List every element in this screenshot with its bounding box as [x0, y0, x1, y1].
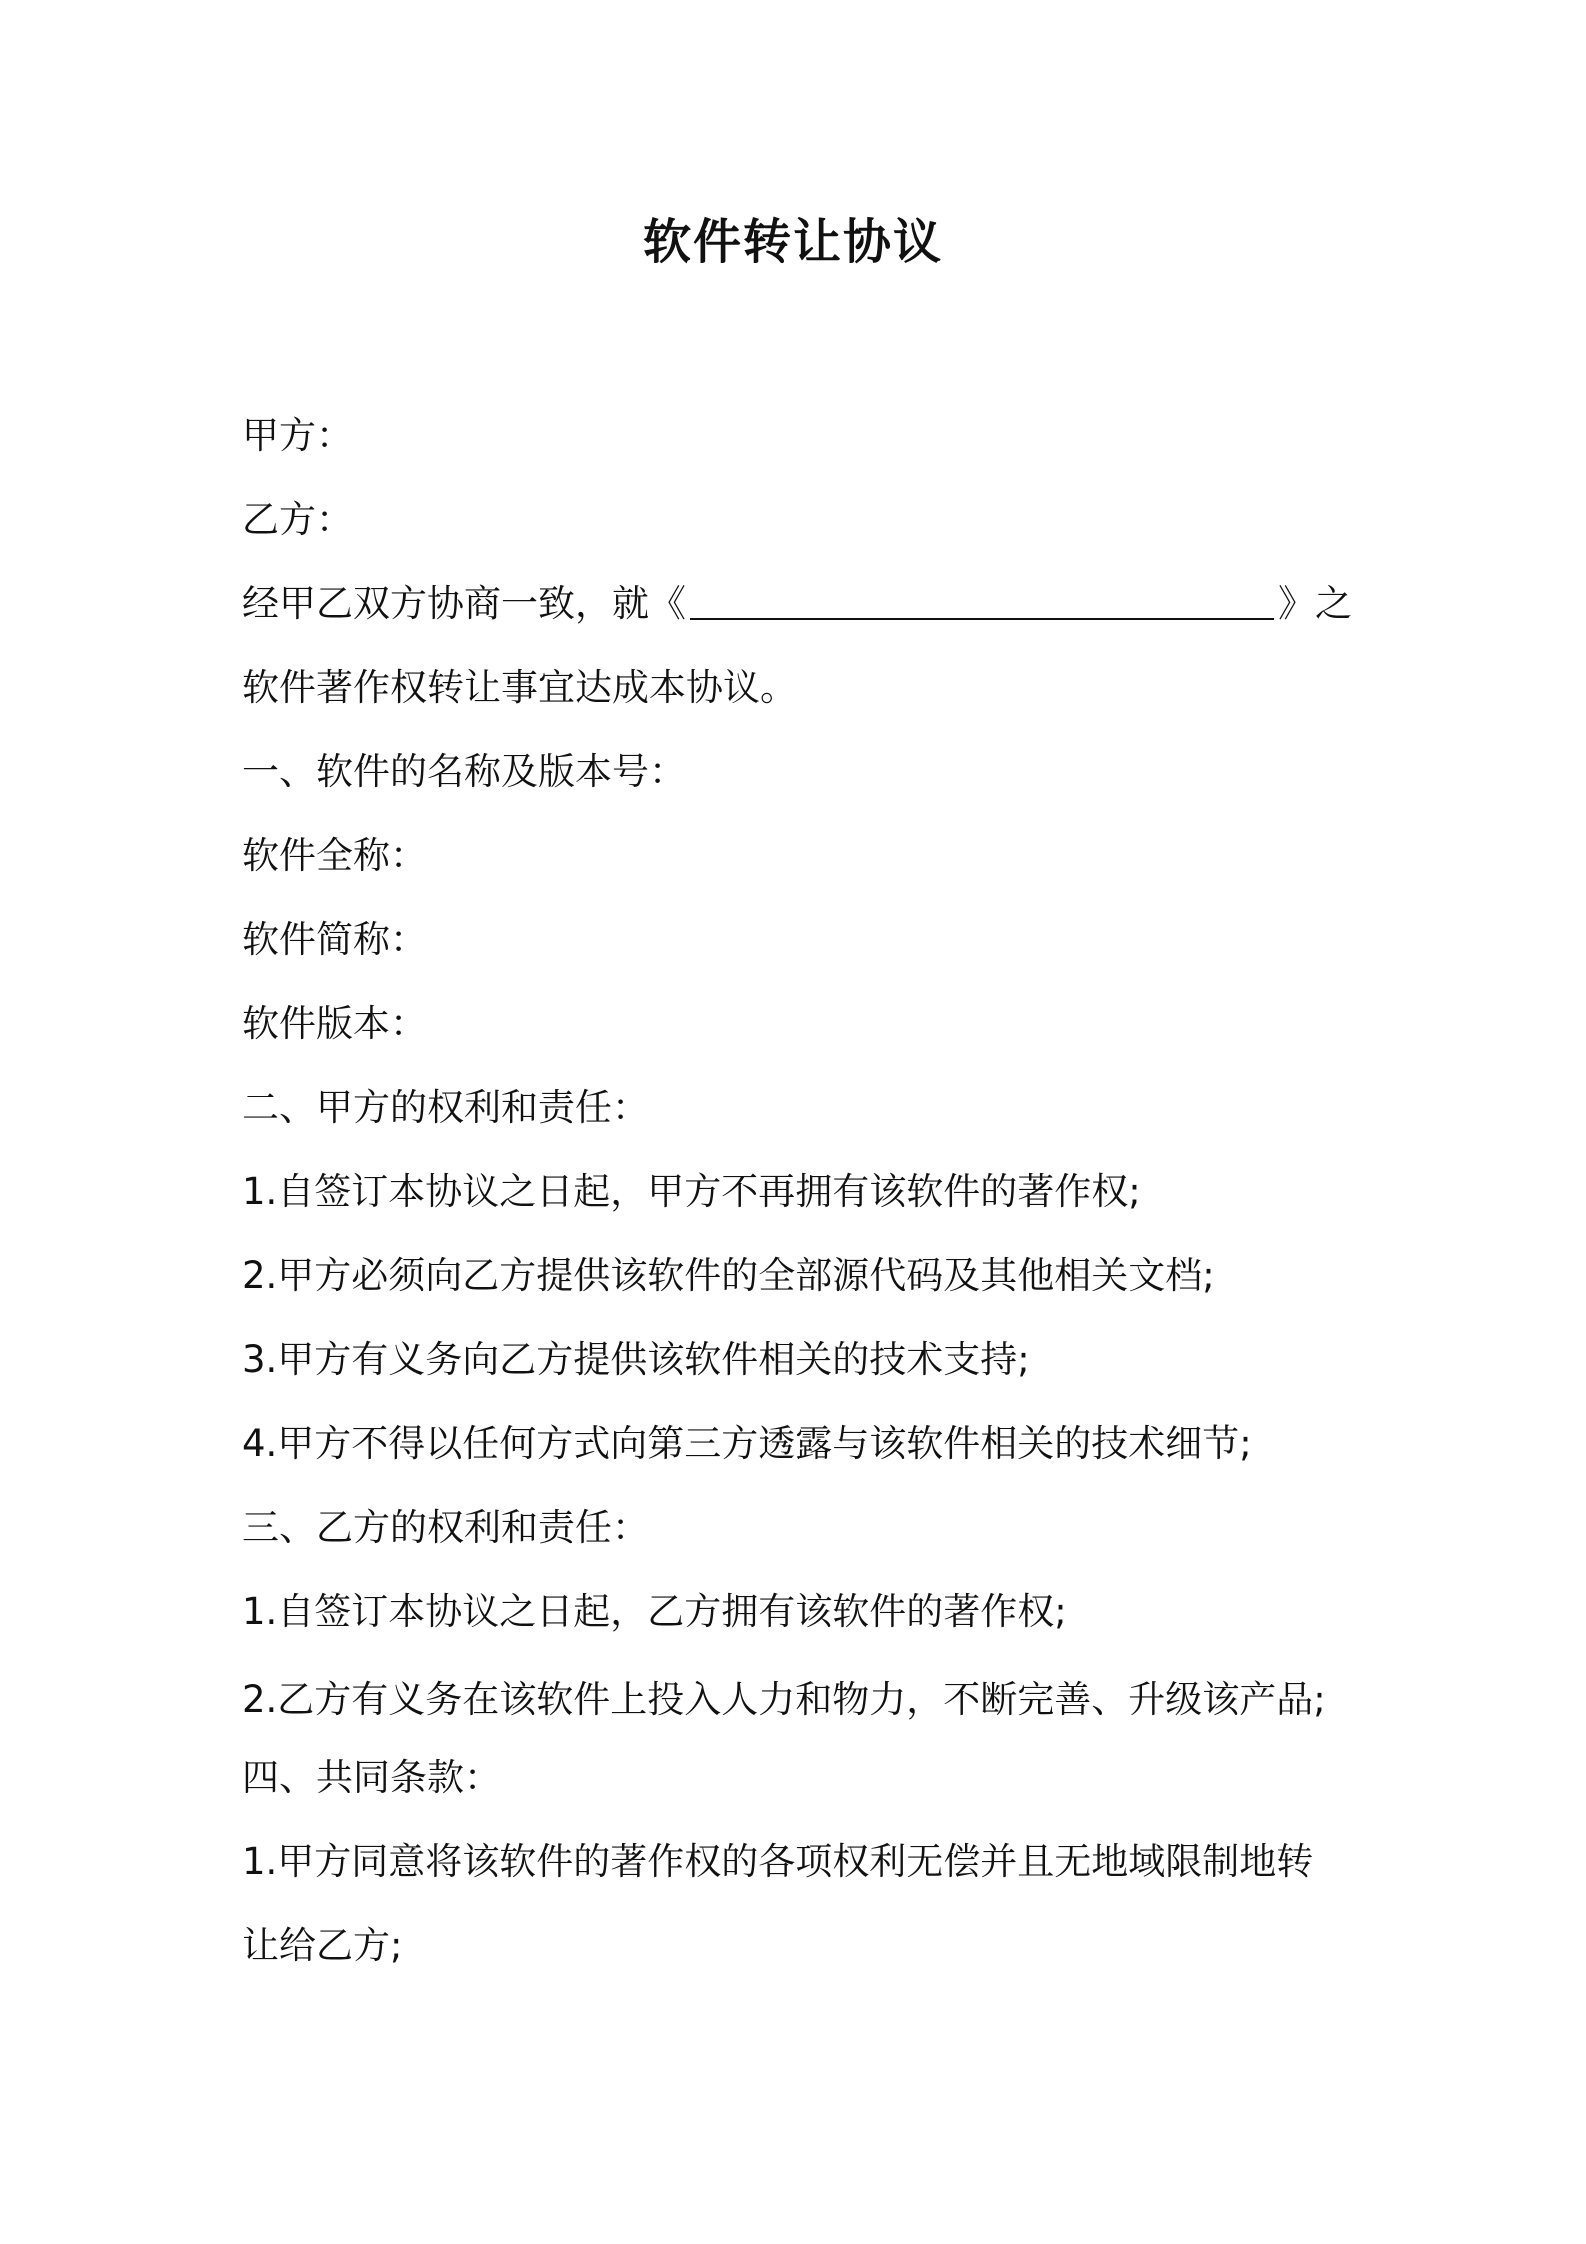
section4-item-1-line2: 让给乙方;	[242, 1924, 403, 1967]
section2-item-1: 1.自签订本协议之日起，甲方不再拥有该软件的著作权;	[242, 1170, 1141, 1213]
section2-item-3: 3.甲方有义务向乙方提供该软件相关的技术支持;	[242, 1338, 1030, 1381]
party-a-label: 甲方：	[242, 414, 353, 457]
document-title: 软件转让协议	[642, 214, 943, 270]
section2-item-4: 4.甲方不得以任何方式向第三方透露与该软件相关的技术细节;	[242, 1422, 1252, 1465]
section1-heading: 一、软件的名称及版本号：	[242, 750, 686, 793]
intro-paragraph-line1	[242, 580, 1352, 628]
intro-paragraph-line2: 软件著作权转让事宜达成本协议。	[242, 666, 797, 709]
party-b-label: 乙方：	[242, 498, 353, 541]
section4-heading: 四、共同条款：	[242, 1756, 501, 1799]
software-short-name-label: 软件简称：	[242, 918, 427, 961]
section3-item-1: 1.自签订本协议之日起，乙方拥有该软件的著作权;	[242, 1590, 1067, 1633]
section2-heading: 二、甲方的权利和责任：	[242, 1086, 649, 1129]
section3-heading: 三、乙方的权利和责任：	[242, 1506, 649, 1549]
section3-item-2: 2.乙方有义务在该软件上投入人力和物力，不断完善、升级该产品;	[242, 1678, 1326, 1721]
software-full-name-label: 软件全称：	[242, 834, 427, 877]
section4-item-1-line1: 1.甲方同意将该软件的著作权的各项权利无偿并且无地域限制地转	[242, 1840, 1314, 1883]
section2-item-2: 2.甲方必须向乙方提供该软件的全部源代码及其他相关文档;	[242, 1254, 1215, 1297]
intro-prefix: 经甲乙双方协商一致，就《	[242, 582, 686, 625]
intro-suffix: 》之	[1278, 582, 1352, 625]
software-version-label: 软件版本：	[242, 1002, 427, 1045]
software-name-blank	[690, 588, 1274, 620]
